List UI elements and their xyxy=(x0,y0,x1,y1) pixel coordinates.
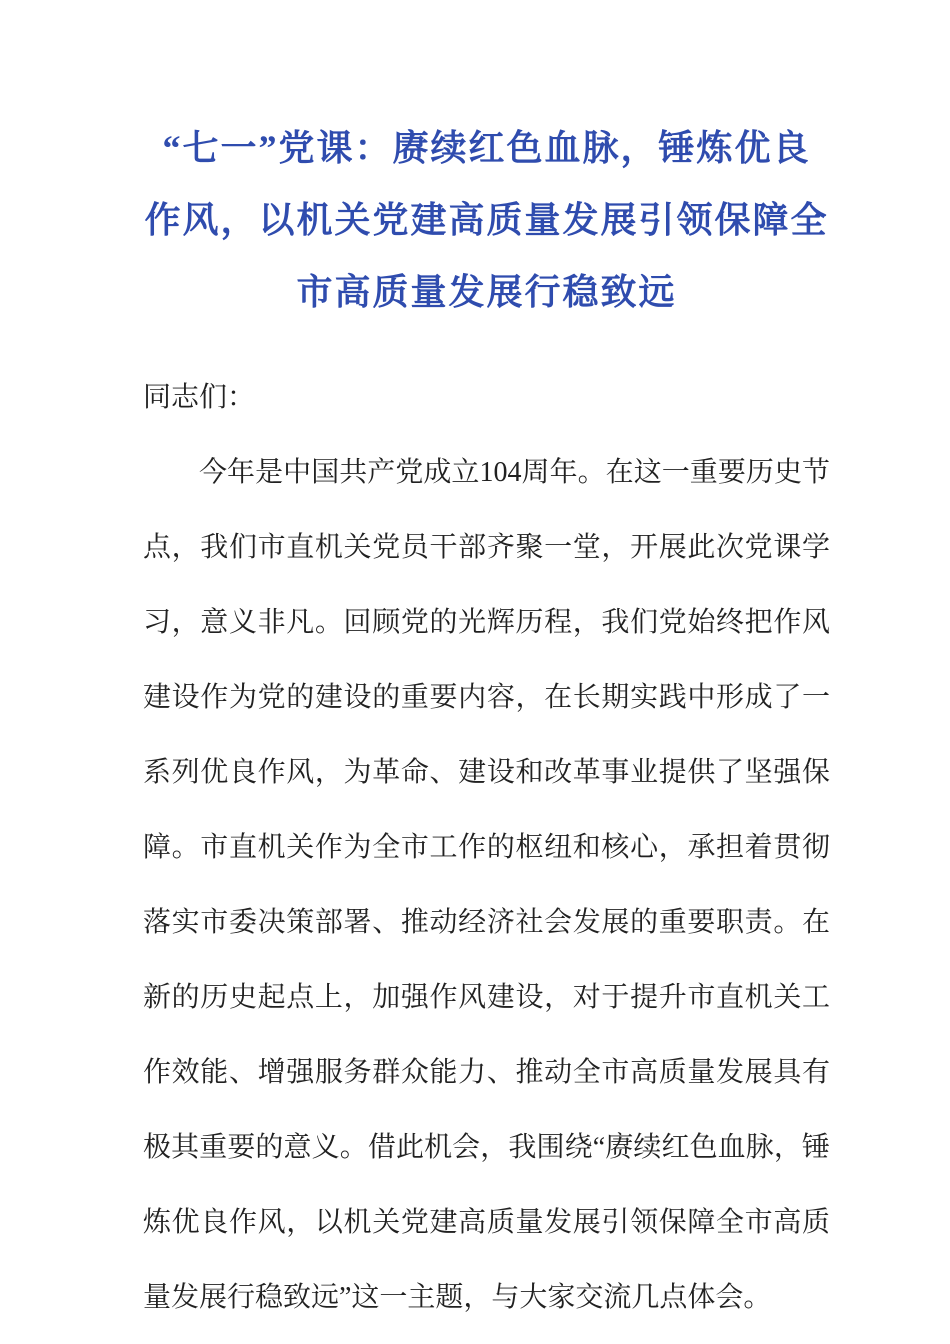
document-title xyxy=(143,112,830,328)
document-title-line-2: 作风，以机关党建高质量发展引领保障全 xyxy=(144,200,829,240)
body-paragraph: 今年是中国共产党成立104周年。在这一重要历史节点，我们市直机关党员干部齐聚一堂，开展此次党课学习，意义非凡。回顾党的光辉历程，我们党始终把作风建设作为党的建设的重要内容，在长期实践中形成了一系列优良作风，为革命、建设和改革事业提供了坚强保障。市直机关作为全市工作的枢纽和核心，承担着贯彻落实市委决策部署、推动经济社会发展的重要职责。在新的历史起点上，加强作风建设，对于提升市直机关工作效能、增强服务群众能力、推动全市高质量发展具有极其重要的意义。借此机会，我围绕“赓续红色血脉，锤炼优良作风，以机关党建高质量发展引领保障全市高质量发展行稳致远”这一主题，与大家交流几点体会。 xyxy=(143,457,830,1313)
document-title-line-1: “七一”党课：赓续红色血脉，锤炼优良 xyxy=(162,128,811,168)
document-title-line-3: 市高质量发展行稳致远 xyxy=(296,272,677,312)
document-body xyxy=(143,360,830,1335)
salutation: 同志们： xyxy=(143,382,256,413)
